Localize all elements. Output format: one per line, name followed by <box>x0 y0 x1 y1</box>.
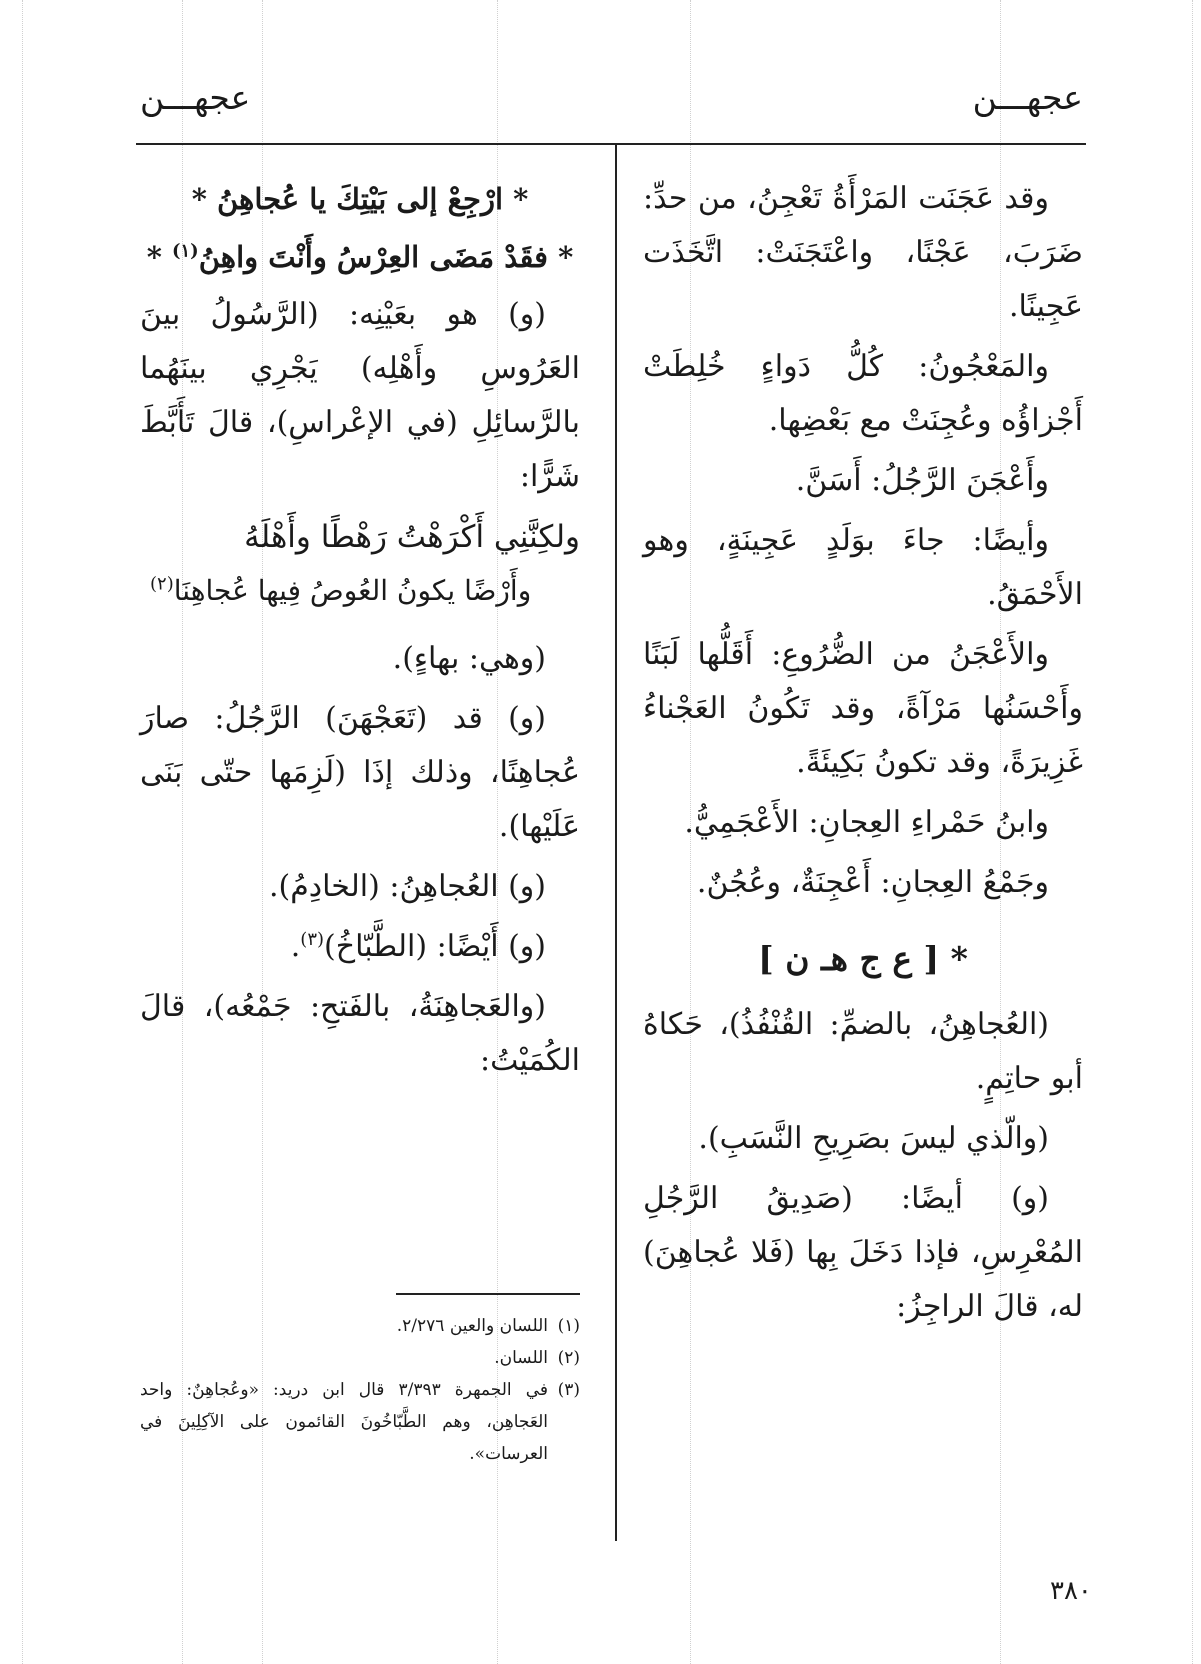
paragraph: وابنُ حَمْراءِ العِجانِ: الأَعْجَمِيُّ. <box>684 805 1049 840</box>
footnote-text: اللسان. <box>494 1348 548 1368</box>
paragraph: وقد عَجَنَت المَرْأَةُ تَعْجِنُ، من حدِّ: ضَرَبَ، عَجْنًا، واعْتَجَنَتْ: اتَّخَذَت عَجِينًا. <box>643 181 1083 324</box>
footnote-text: في الجمهرة ٣/٣٩٣ قال ابن دريد: «وعُجاهِنٌ: واحد العَجاهِن، وهم الطَّبّاخُونَ القائمون على الآكِلِينَ في العرسات». <box>140 1380 548 1464</box>
scan-guide-line <box>1192 0 1193 1664</box>
poem-couplet <box>140 510 580 618</box>
footnotes <box>140 1310 580 1470</box>
paragraph: (وهي: بهاءٍ). <box>392 641 546 676</box>
running-headword-left: عجهـــن <box>140 78 251 117</box>
footnote-ref[interactable]: (١) <box>171 240 199 262</box>
footnote-number: (١) <box>557 1316 580 1336</box>
footnote <box>140 1342 580 1374</box>
verse-line: * ارْجِعْ إلى بَيْتِكَ يا عُجاهِنُ * <box>191 182 529 216</box>
paragraph: (والعَجاهِنَةُ، بالفَتحِ: جَمْعُه)، قالَ الكُمَيْتُ: <box>140 989 580 1078</box>
paragraph-end: . <box>290 929 301 964</box>
running-headword-right: عجهـــن <box>972 78 1083 117</box>
paragraph: (و) هو بعَيْنِه: (الرَّسُولُ بينَ العَرُوسِ وأَهْلِه) يَجْرِي بينَهُما بالرَّسائِلِ (في الإعْراسِ)، قالَ تَأَبَّطَ شَرًّا: <box>140 297 580 494</box>
entry-heading: * [ ع ج هـ ن ] <box>758 939 968 978</box>
paragraph-text: (و) أَيْضًا: (الطَّبّاخُ) <box>324 929 546 964</box>
paragraph: وأَعْجَنَ الرَّجُلُ: أَسَنَّ. <box>795 463 1049 498</box>
page-number: ٣٨٠ <box>1050 1576 1092 1606</box>
scan-guide-line <box>22 0 23 1664</box>
footnote-number: (٣) <box>557 1380 580 1400</box>
paragraph: والمَعْجُونُ: كُلُّ دَواءٍ خُلِطَتْ أَجْزاؤُه وعُجِنَتْ مع بَعْضِها. <box>643 349 1083 438</box>
footnote-ref[interactable]: (٢) <box>150 573 174 595</box>
right-column <box>643 172 1083 1340</box>
header-rule <box>136 143 1086 145</box>
verse-text: * فقَدْ مَضَى العِرْسُ وأَنْتَ واهِنُ <box>198 240 574 274</box>
footnote <box>140 1310 580 1342</box>
paragraph: (العُجاهِنُ، بالضمِّ: القُنْفُذُ)، حَكاهُ أبو حاتِمٍ. <box>643 1007 1083 1096</box>
paragraph: (و) أيضًا: (صَدِيقُ الرَّجُلِ المُعْرِسِ، فإذا دَخَلَ بِها (فَلا عُجاهِنَ) له، قالَ الراجِزُ: <box>643 1181 1083 1324</box>
verse-line <box>140 230 580 284</box>
paragraph: والأَعْجَنُ من الضُّرُوعِ: أَقَلُّها لَبَنًا وأَحْسَنُها مَرْآةً، وقد تَكُونُ العَجْناءُ غَزِيرَةً، وقد تكونُ بَكِيئَةً. <box>643 637 1083 780</box>
footnote <box>140 1374 580 1470</box>
page-header <box>0 78 1201 128</box>
left-column <box>140 172 580 1094</box>
paragraph: وأيضًا: جاءَ بوَلَدٍ عَجِينَةٍ، وهو الأَحْمَقُ. <box>643 523 1083 612</box>
paragraph: وجَمْعُ العِجانِ: أَعْجِنَةٌ، وعُجُنٌ. <box>696 865 1049 900</box>
footnote-rule <box>396 1293 580 1295</box>
verse-end-mark: * <box>146 240 172 274</box>
footnote-number: (٢) <box>557 1348 580 1368</box>
paragraph: (و) قد (تَعَجْهَنَ) الرَّجُلُ: صارَ عُجاهِنًا، وذلك إذَا (لَزِمَها حتّى بَنَى عَلَيْها). <box>140 701 580 844</box>
paragraph: (و) العُجاهِنُ: (الخادِمُ). <box>268 869 546 904</box>
column-divider <box>615 145 617 1541</box>
poem-text: وأَرْضًا يكونُ العُوصُ فِيها عُجاهِنَا <box>173 574 532 607</box>
footnote-ref[interactable]: (٣) <box>300 929 325 950</box>
paragraph: (والّذي ليسَ بصَرِيحِ النَّسَبِ). <box>698 1121 1049 1156</box>
poem-hemistich-2 <box>140 564 580 618</box>
paragraph <box>140 920 580 974</box>
poem-hemistich-1: ولكِنَّنِي أَكْرَهْتُ رَهْطًا وأَهْلَهُ <box>244 519 580 555</box>
footnote-text: اللسان والعين ٢/٢٧٦. <box>396 1316 548 1336</box>
